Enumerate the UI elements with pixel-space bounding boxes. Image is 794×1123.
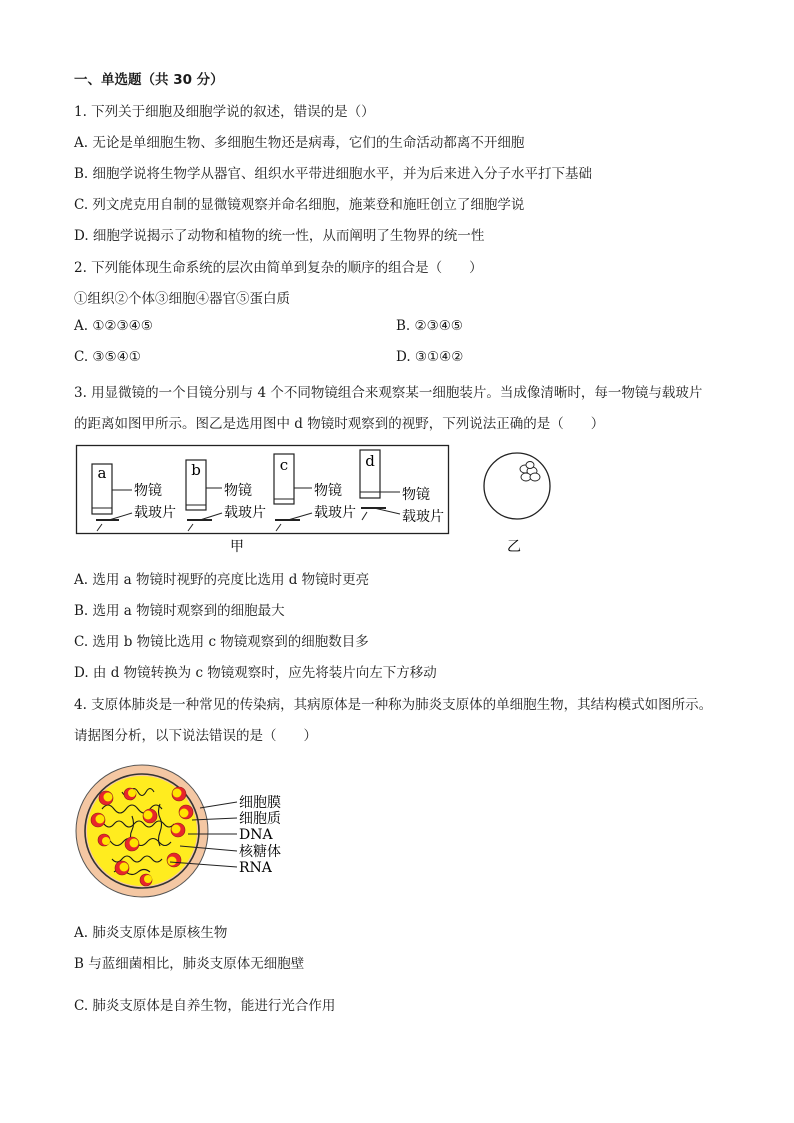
objective-lens-d <box>360 450 444 525</box>
question-3-option-d: D. 由 d 物镜转换为 c 物镜观察时，应先将装片向左下方移动 <box>74 665 437 681</box>
ribosome <box>124 788 136 800</box>
question-1-option-a: A. 无论是单细胞生物、多细胞生物还是病毒，它们的生命活动都离不开细胞 <box>74 135 525 151</box>
objective-lens-b <box>186 460 266 531</box>
question-1-option-d: D. 细胞学说揭示了动物和植物的统一性，从而阐明了生物界的统一性 <box>74 228 485 244</box>
question-2-option-c: C. ③⑤④① <box>74 349 141 365</box>
question-1-option-c: C. 列文虎克用自制的显微镜观察并命名细胞，施莱登和施旺创立了细胞学说 <box>74 197 525 213</box>
question-2-stem: 2. 下列能体现生命系统的层次由简单到复杂的顺序的组合是（ ） <box>74 260 483 276</box>
question-3-option-a: A. 选用 a 物镜时视野的亮度比选用 d 物镜时更亮 <box>74 572 370 588</box>
label-rna: RNA <box>239 860 272 876</box>
slide-label-c: 载玻片 <box>314 505 356 521</box>
slide-label-a: 载玻片 <box>134 505 176 521</box>
label-cytoplasm: 细胞质 <box>239 811 281 827</box>
ribosome <box>125 837 139 851</box>
ribosome <box>140 874 152 886</box>
section-title: 一、单选题（共 30 分） <box>74 72 224 88</box>
objective-label-c: 物镜 <box>314 483 342 499</box>
lens-letter-a: a <box>97 464 107 482</box>
lens-letter-d: d <box>365 452 375 470</box>
question-2-option-b: B. ②③④⑤ <box>396 318 463 334</box>
question-2-option-d: D. ③①④② <box>396 349 464 365</box>
label-cell-membrane: 细胞膜 <box>239 795 281 811</box>
question-3-option-b: B. 选用 a 物镜时观察到的细胞最大 <box>74 603 285 619</box>
question-3-stem-line-2: 的距离如图甲所示。图乙是选用图中 d 物镜时观察到的视野，下列说法正确的是（ ） <box>74 416 605 432</box>
question-4-option-c: C. 肺炎支原体是自养生物，能进行光合作用 <box>74 998 336 1014</box>
question-1-option-b: B. 细胞学说将生物学从器官、组织水平带进细胞水平，并为后来进入分子水平打下基础 <box>74 166 593 182</box>
objective-lens-a <box>92 464 176 531</box>
ribosome <box>171 823 185 837</box>
slide-label-b: 载玻片 <box>224 505 266 521</box>
ribosome <box>179 805 193 819</box>
mycoplasma-structure-figure <box>74 764 304 900</box>
question-4-option-b: B 与蓝细菌相比，肺炎支原体无细胞壁 <box>74 956 305 972</box>
objective-lens-c <box>274 454 356 531</box>
ribosome <box>172 787 186 801</box>
lens-letter-c: c <box>279 456 289 474</box>
question-1-stem: 1. 下列关于细胞及细胞学说的叙述，错误的是（） <box>74 104 375 120</box>
question-4-option-a: A. 肺炎支原体是原核生物 <box>74 925 228 941</box>
label-ribosome: 核糖体 <box>239 844 281 860</box>
question-3-stem-line-1: 3. 用显微镜的一个目镜分别与 4 个不同物镜组合来观察某一细胞装片。当成像清晰时，每一物镜与载玻片 <box>74 385 703 401</box>
question-4-stem-line-1: 4. 支原体肺炎是一种常见的传染病，其病原体是一种称为肺炎支原体的单细胞生物，其结构模式如图所示。 <box>74 697 713 713</box>
question-2-option-a: A. ①②③④⑤ <box>74 318 153 334</box>
label-dna: DNA <box>239 827 273 843</box>
question-4-stem-line-2: 请据图分析，以下说法错误的是（ ） <box>74 728 317 744</box>
ribosome <box>115 861 129 875</box>
figure-caption-yi: 乙 <box>507 539 521 555</box>
lens-letter-b: b <box>191 461 201 479</box>
ribosome <box>98 834 110 846</box>
objective-label-d: 物镜 <box>402 487 430 503</box>
ribosome <box>91 813 105 827</box>
field-of-view-figure <box>482 444 562 556</box>
ribosome <box>143 809 157 823</box>
question-2-items: ①组织②个体③细胞④器官⑤蛋白质 <box>74 291 290 307</box>
objective-label-b: 物镜 <box>224 483 252 499</box>
figure-caption-jia: 甲 <box>230 539 244 555</box>
microscope-objectives-figure <box>74 444 454 556</box>
objective-label-a: 物镜 <box>134 483 162 499</box>
slide-label-d: 载玻片 <box>402 509 444 525</box>
ribosome <box>99 791 113 805</box>
question-3-option-c: C. 选用 b 物镜比选用 c 物镜观察到的细胞数目多 <box>74 634 369 650</box>
ribosome <box>167 853 181 867</box>
